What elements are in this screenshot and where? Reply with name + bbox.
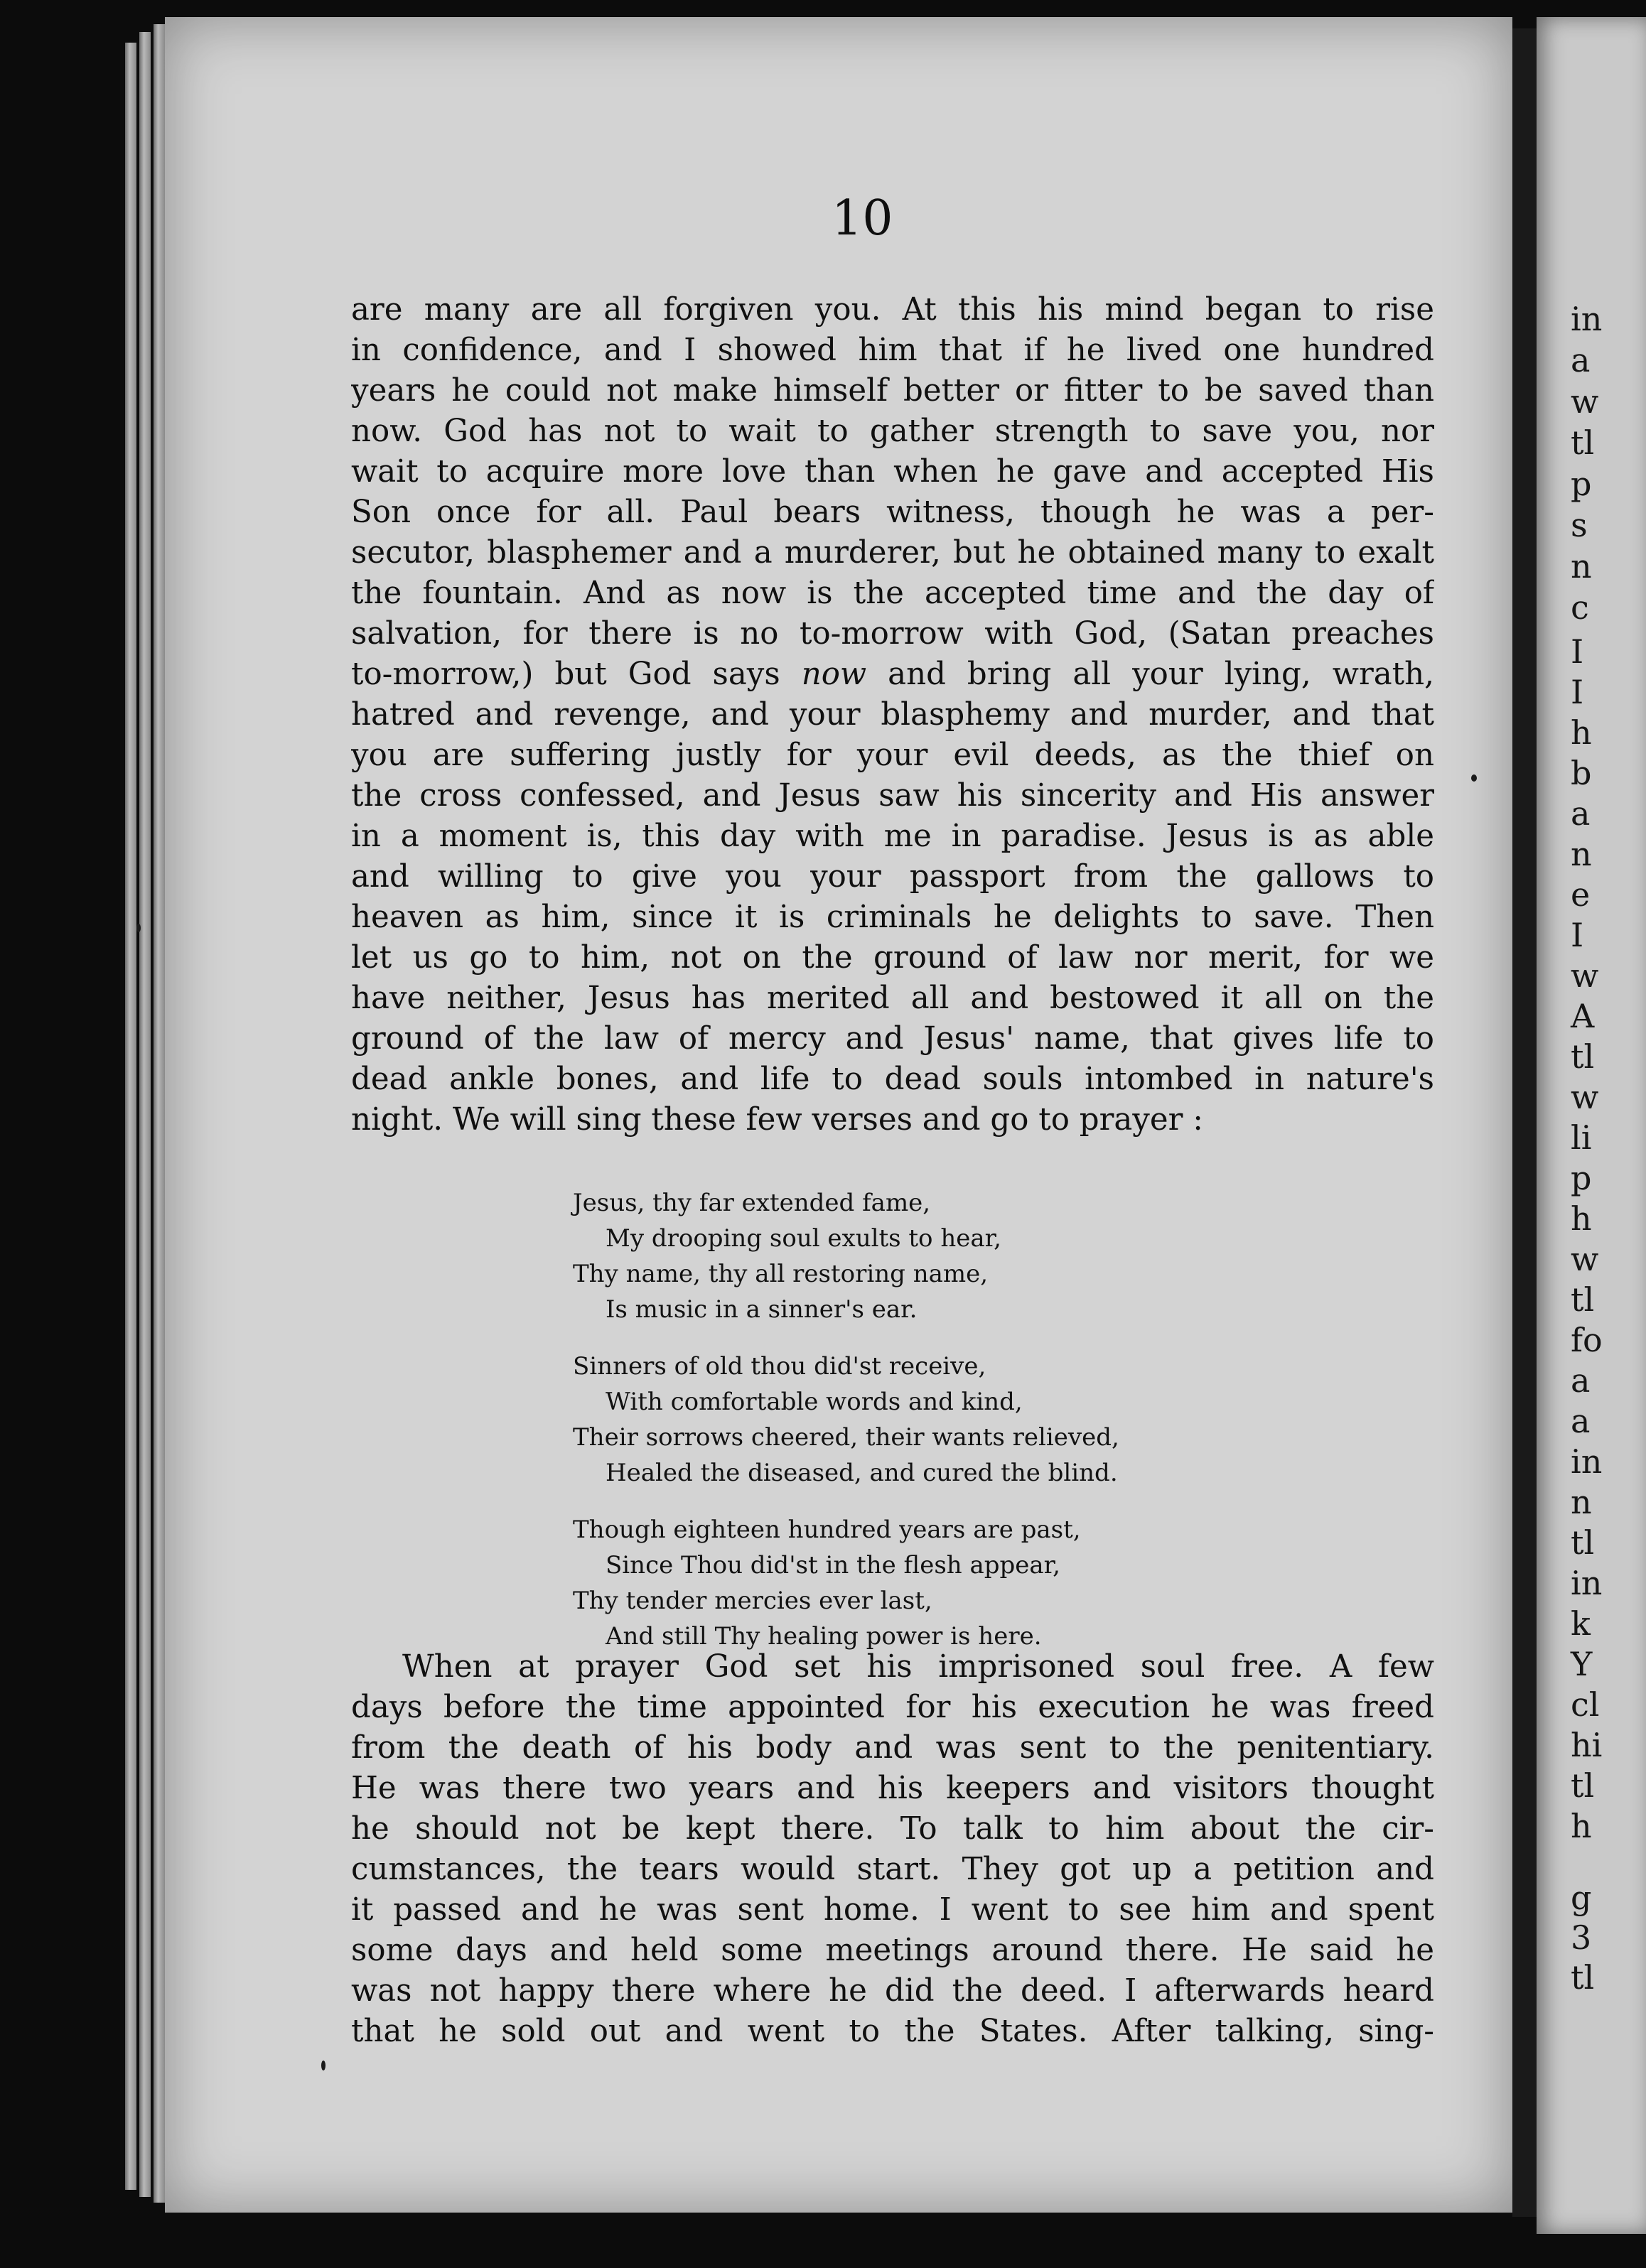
page-edge — [139, 32, 151, 2197]
right-page-text-fragment: tl — [1571, 1766, 1595, 1805]
right-page-text-fragment: n — [1571, 547, 1592, 585]
text-line: dead ankle bones, and life to dead souls intombed in nature's — [351, 1062, 1434, 1097]
paragraph-2 — [351, 1647, 1434, 2052]
right-page-text-fragment: tl — [1571, 1037, 1595, 1076]
hymn-line: Their sorrows cheered, their wants relieved, — [573, 1423, 1119, 1452]
ink-speck — [1471, 774, 1477, 782]
text-line: and willing to give you your passport from the gallows to — [351, 859, 1434, 895]
right-page-text-fragment: a — [1571, 1361, 1591, 1400]
right-page-text-fragment: li — [1571, 1118, 1592, 1157]
hymn — [573, 1185, 1284, 1675]
right-page-text-fragment: b — [1571, 754, 1592, 792]
right-page-text-fragment: a — [1571, 1402, 1591, 1440]
right-page-text-fragment: n — [1571, 835, 1592, 873]
right-page-text-fragment: in — [1571, 300, 1603, 338]
hymn-line: My drooping soul exults to hear, — [606, 1224, 1001, 1253]
hymn-line: Is music in a sinner's ear. — [606, 1295, 918, 1324]
text-line: from the death of his body and was sent to the penitentiary. — [351, 1730, 1434, 1766]
text-line: you are suffering justly for your evil deeds, as the thief on — [351, 738, 1434, 773]
right-page-text-fragment: h — [1571, 1807, 1592, 1845]
right-page-text-fragment: tl — [1571, 1523, 1595, 1562]
hymn-stanza-1 — [573, 1185, 1284, 1327]
right-page-text-fragment: e — [1571, 875, 1591, 914]
right-page-text-fragment: A — [1571, 997, 1595, 1035]
text-line: night. We will sing these few verses and go to prayer : — [351, 1102, 1203, 1138]
text-line: ground of the law of mercy and Jesus' name, that gives life to — [351, 1021, 1434, 1057]
page-number: 10 — [832, 190, 893, 247]
hymn-line: Thy tender mercies ever last, — [573, 1587, 932, 1615]
right-page-text-fragment: hi — [1571, 1726, 1603, 1764]
book-gutter — [1512, 28, 1537, 2217]
right-page-text-fragment: g — [1571, 1879, 1592, 1917]
right-page-text-fragment: I — [1571, 916, 1584, 954]
text-line: When at prayer God set his imprisoned soul free. A few — [402, 1649, 1434, 1685]
text-line: it passed and he was sent home. I went to see him and spent — [351, 1892, 1434, 1928]
page-edge — [125, 43, 136, 2190]
right-page-text-fragment: n — [1571, 1483, 1592, 1521]
text-line: that he sold out and went to the States. After talking, sing- — [351, 2014, 1434, 2049]
right-page-text-fragment: in — [1571, 1442, 1603, 1481]
right-page-fragment — [1537, 17, 1646, 2234]
text-line: have neither, Jesus has merited all and bestowed it all on the — [351, 981, 1434, 1016]
text-line: cumstances, the tears would start. They got up a petition and — [351, 1852, 1434, 1887]
right-page-text-fragment: c — [1571, 588, 1589, 627]
hymn-line: Jesus, thy far extended fame, — [573, 1189, 931, 1217]
text-line: years he could not make himself better or fitter to be saved than — [351, 373, 1434, 409]
text-line: the cross confessed, and Jesus saw his sincerity and His answer — [351, 778, 1434, 814]
right-page-text-fragment: w — [1571, 1240, 1599, 1278]
text-line-start: to-morrow,) but God says — [351, 657, 780, 692]
right-page-text-fragment: w — [1571, 382, 1599, 421]
hymn-line: Healed the diseased, and cured the blind. — [606, 1459, 1118, 1487]
hymn-line: With comfortable words and kind, — [606, 1388, 1023, 1416]
right-page-text-fragment: I — [1571, 632, 1584, 671]
text-line: he should not be kept there. To talk to him about the cir- — [351, 1811, 1434, 1847]
text-line: was not happy there where he did the deed. I afterwards heard — [351, 1973, 1434, 2009]
right-page-text-fragment: in — [1571, 1564, 1603, 1602]
hymn-line: Thy name, thy all restoring name, — [573, 1260, 989, 1288]
text-line — [351, 654, 1434, 695]
right-page-text-fragment: tl — [1571, 423, 1595, 462]
text-line: hatred and revenge, and your blasphemy and murder, and that — [351, 697, 1434, 733]
right-page-text-fragment: w — [1571, 1078, 1599, 1116]
hymn-stanza-2 — [573, 1349, 1284, 1491]
text-line: the fountain. And as now is the accepted time and the day of — [351, 576, 1434, 611]
text-line: He was there two years and his keepers and visitors thought — [351, 1771, 1434, 1806]
text-line: wait to acquire more love than when he gave and accepted His — [351, 454, 1434, 490]
hymn-line: Sinners of old thou did'st receive, — [573, 1352, 986, 1381]
text-line: salvation, for there is no to-morrow with God, (Satan preaches — [351, 616, 1434, 652]
right-page-text-fragment: a — [1571, 341, 1591, 379]
paragraph-1 — [351, 290, 1434, 1140]
hymn-stanza-3 — [573, 1512, 1284, 1654]
right-page-text-fragment: tl — [1571, 1958, 1595, 1997]
right-page-text-fragment: 3 — [1571, 1918, 1592, 1957]
right-page-text-fragment: p — [1571, 1159, 1592, 1197]
text-line: now. God has not to wait to gather strength to save you, nor — [351, 414, 1434, 449]
right-page-text-fragment: Y — [1571, 1645, 1593, 1683]
text-line: in confidence, and I showed him that if he lived one hundred — [351, 333, 1434, 368]
right-page-text-fragment: cl — [1571, 1685, 1600, 1724]
right-page-text-fragment: I — [1571, 673, 1584, 711]
hymn-line: Since Thou did'st in the flesh appear, — [606, 1551, 1060, 1580]
right-page-text-fragment: fo — [1571, 1321, 1603, 1359]
right-page-text-fragment: p — [1571, 465, 1592, 503]
text-line: secutor, blasphemer and a murderer, but he obtained many to exalt — [351, 535, 1434, 571]
right-page-text-fragment: h — [1571, 713, 1592, 752]
text-line: let us go to him, not on the ground of law nor merit, for we — [351, 940, 1434, 976]
right-page-text-fragment: w — [1571, 956, 1599, 995]
text-line: days before the time appointed for his execution he was freed — [351, 1690, 1434, 1725]
page-edge — [154, 24, 165, 2203]
text-line: in a moment is, this day with me in paradise. Jesus is as able — [351, 819, 1434, 854]
ink-speck — [321, 2061, 326, 2070]
hymn-line: And still Thy healing power is here. — [606, 1622, 1042, 1651]
right-page-text-fragment: s — [1571, 506, 1588, 544]
right-page-text-fragment: tl — [1571, 1280, 1595, 1319]
right-page-text-fragment: h — [1571, 1199, 1592, 1238]
text-line: Son once for all. Paul bears witness, though he was a per- — [351, 495, 1434, 530]
right-page-text-fragment: k — [1571, 1604, 1591, 1643]
text-line: some days and held some meetings around there. He said he — [351, 1933, 1434, 1968]
italic-word: now — [801, 657, 867, 692]
text-line: are many are all forgiven you. At this his mind began to rise — [351, 292, 1434, 328]
hymn-line: Though eighteen hundred years are past, — [573, 1516, 1081, 1544]
text-line: heaven as him, since it is criminals he delights to save. Then — [351, 900, 1434, 935]
right-page-text-fragment: a — [1571, 794, 1591, 833]
text-line-end: and bring all your lying, wrath, — [866, 657, 1434, 692]
ink-speck — [136, 924, 141, 932]
